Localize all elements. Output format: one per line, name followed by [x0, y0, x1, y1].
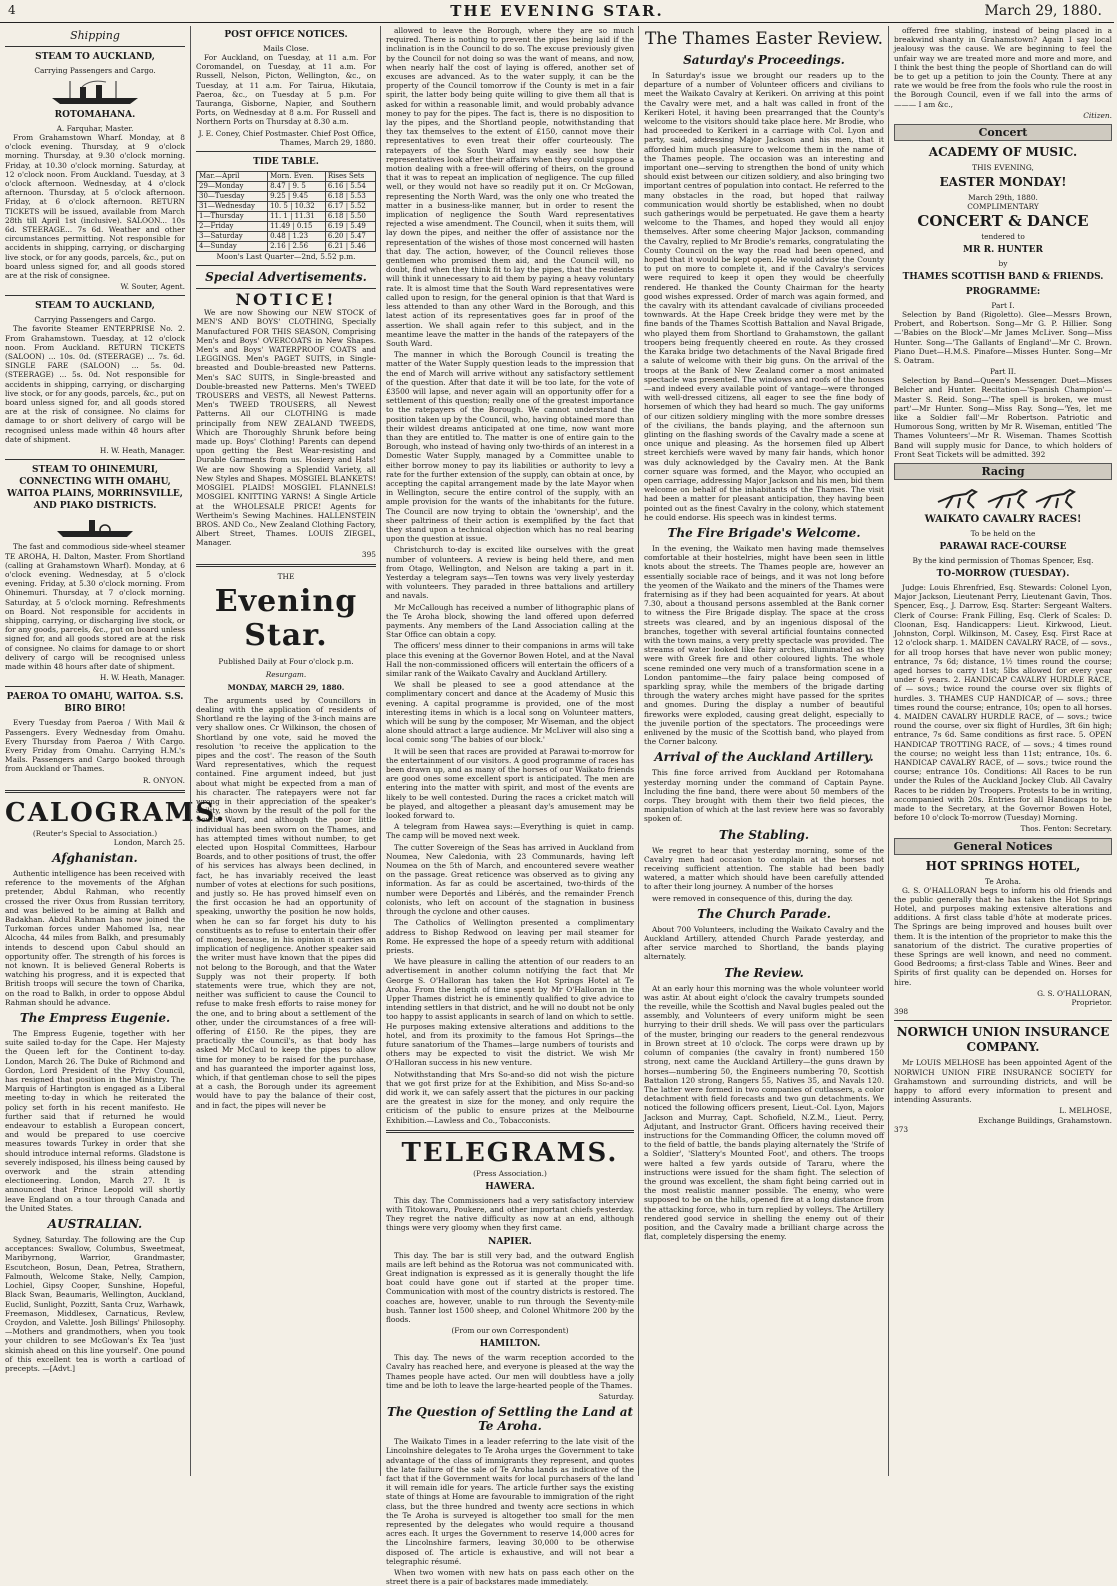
racecourse-name: PARAWAI RACE-COURSE [939, 542, 1067, 553]
church-parade-heading: The Church Parade. [697, 906, 831, 921]
complimentary: COMPLIMENTARY [967, 202, 1039, 212]
tide-cell: 30—Tuesday [197, 192, 268, 202]
races-title: WAIKATO CAVALRY RACES! [924, 514, 1082, 526]
this-evening: THIS EVENING, [972, 163, 1034, 173]
australian-body: Sydney, Saturday. The following are the Cup acceptances: Swallow, Columbus, Sweetmeat, Maribyrnong, Warrior, Grandmaster, Escutcheon, Bosun, Dean, Petrea, Strathern, Falmouth, Welcome Stake, Nelly, Campion, Lochiel, Gipsy Cooper, Sunshine, Hopeful, Black Swan, Beaumaris, Wellington, Auckland, Euclid, Sunlight, Pozzitt, Santa Cruz, Warhawk, Freemason, Middlesex, Carnaticus, Revlew, Croydon, and Valette. Josh Billings' Philosophy.—Mothers and grandmothers, when you took your children to see McGowan's Ex Tea 'just skimish ahead on this line yourself'. One pound of this excellent tea is worth a cartload of precepts. —[Advt.] [5, 1235, 185, 1373]
tide-cell: 4—Sunday [197, 242, 268, 252]
calograms-dateline: London, March 25. [113, 837, 185, 847]
review-body: At an early hour this morning was the whole volunteer world was astir. At about eight o'clock the cavalry trumpets sounded the reveille, while the Scottish and Naval bugles pealed out the assembly, and Volunteers of every uniform might be seen hurrying to their drill sheds. We will pass over the particulars of the muster, bringing our readers to the general rendezvous in Brown street at 10 o'clock. The corps were drawn up by column of companies (the cavalry in front) numbered 150 strong, next came the Auckland Artillery—the guns drawn by horses—numbering 50, the Engineers numbering 70, Scottish Battalion 120 strong, Rangers 55, Natives 35, and Navals 120. The latter were formed in two companies of cutlassers, a color detachment with field forecasts and two gun detachments. We noticed the following officers present, Lieut.-Col. Lyon, Majors Jackson and Murray, Capt. Schofield, N.Z.M., Lieut. Perry, Adjutant, and Instructor Grant. Officers having received their instructions for the Commanding Officer, the column moved off to the field of battle, the bands playing alternately the 'Strife of a Soldier', 'Slattery's Mounted Foot', and others. The troops were halted a few yards outside of Tararu, where the instructions were issued for the sham fight. The selection of the ground was excellent, the sham fight being carried out in the most realistic manner possible. The enemy, who were supposed to be on the hills, opened fire at a long distance from the attacking force, who in turn replied by volleys. The Artillery rendered good service in shelling the enemy out of their position, and the Cavalry made a brilliant charge across the flat, completely dispersing the enemy. [644, 983, 884, 1242]
motto: Resurgam. [265, 669, 307, 679]
paddle-steamer-icon [55, 516, 135, 538]
telegrams-title: TELEGRAMS. [401, 1137, 619, 1168]
racing-section-band: Racing [894, 463, 1112, 480]
moon-note: Moon's Last Quarter—2nd, 5.52 p.m. [216, 252, 356, 262]
ship1-heading: STEAM TO AUCKLAND, [35, 52, 155, 62]
hunter-name: MR R. HUNTER [963, 245, 1043, 256]
local-p9: The cutter Sovereign of the Seas has arrived in Auckland from Noumea, New Caledonia, with 23 Communards, having left Noumea on the 5th of March, and encountered severe weather on the passage. Great reticence was observed as to giving any information. As far as could be ascertained, two-thirds of the number were Deportés and Libérés, and the remainder French colonists, who left on account of the stagnation in business through the cyclone and other causes. [386, 842, 634, 917]
ship1-name: ROTOMAHANA. [54, 110, 136, 120]
tide-cell: 6.17 | 5.52 [325, 202, 375, 212]
tide-cell: 6.20 | 5.47 [325, 232, 375, 242]
local-p4: Mr McCallough has received a number of lithographic plans of the Te Aroha block, showing the land offered upon deferred payments. Any members of the Land Association calling at the Star Office can obtain a copy. [386, 602, 634, 640]
tide-cell: 2.16 | 2.56 [268, 242, 326, 252]
empress-heading: The Empress Eugenie. [19, 1011, 171, 1026]
column-2 [190, 26, 381, 1476]
notice-heading: NOTICE! [235, 290, 337, 310]
ship4-agent: R. ONYON. [142, 775, 185, 785]
stabling-heading: The Stabling. [718, 827, 810, 842]
tide-cell: 3—Saturday [197, 232, 268, 242]
table-row [197, 212, 376, 222]
own-correspondent: (From our own Correspondent) [451, 1326, 569, 1336]
band-name: THAMES SCOTTISH BAND & FRIENDS. [902, 272, 1104, 283]
tide-col-header: Morn. Even. [268, 172, 326, 182]
tide-cell: 6.18 | 5.50 [325, 212, 375, 222]
tide-cell: 2—Friday [197, 222, 268, 232]
ship2-agent: H. W. Heath, Manager. [99, 446, 185, 456]
academy-heading: ACADEMY OF MUSIC. [928, 145, 1078, 160]
tide-col-header: Rises Sets [325, 172, 375, 182]
local-p10: The Catholics of Wellington presented a complimentary address to Bishop Redwood on leaving per mail steamer for Rome. He expressed the hope of a speedy return with additional priests. [386, 918, 634, 955]
tide-cell: 11. 1 | 11.31 [268, 212, 326, 222]
races-body: Judge: Louis Ehrenfried, Esq. Stewards: Colonel Lyon, Major Jackson, Lieutenant Perry, Lieutenant Gavin, Thos. Spencer, Esq., J. Darrow, Esq. Starter: Sergeant Walters. Clerk of Course: Frank Filling, Esq. Clerk of Scales: D. Cloonan, Esq. Handicappers: Lieut. Kirkwood, Lieut. Johnston, Corpl. Wilkinson, M. Casey, Esq. First Race at 12 o'clock sharp. 1. MAIDEN CAVALRY RACE, of — sovs., for all troop horses that have never won public money; entrance, 7s 6d; distance, 1½ times round the course; aged horses to carry 11st; 5lbs allowed for every year under 6 years. 2. HANDICAP CAVALRY HURDLE RACE, of — sovs.; twice round the course over six flights of hurdles. 3. THAMES CUP HANDICAP, of — sovs.; three times round the course; entrance, 10s; open to all horses. 4. MAIDEN CAVALRY HURDLE RACE, of — sovs.; twice round the course, over six flight of Hurdles, 3ft 6in high; entrance, 7s 6d. Same conditions as first race. 5. OPEN HANDICAP TROTTING RACE, of — sovs.; 4 times round the course; no weight less than 11st; entrance, 10s. 6. HANDICAP CAVALRY RACE, of — sovs.; twice round the course; entrance 10s. Conditions: All Races to be run under the Rules of the Auckland Jockey Club. All Cavalry Races to be ridden by Troopers. Protests to be in writing, accompanied with 20s. Entries for all Handicaps to be made to the Secretary, at the Governor Bowen Hotel, before 10 o'clock To-morrow (Tuesday) Morning. [894, 583, 1112, 823]
paper-nameplate: Evening Star. [214, 583, 358, 653]
table-row [197, 242, 376, 252]
ship3-body: The fast and commodious side-wheel steamer TE AROHA, H. Dalton, Master. From Shortland (calling at Grahamstown Wharf). Monday, at 6 o'clock evening. Wednesday, at 5 o'clock evening. Friday, at 5.30 o'clock morning. From Ohinemuri. Thursday, at 7 o'clock morning. Saturday, at 5 o'clock morning. Refreshments on Board. Not responsible for accidents in shipping, carrying, or discharging live stock, or for any goods, parcels, &c., put on board unless signed for, and all goods stored are at the risk of consignee. No claims for damage to or short delivery of cargo will be recognised unless made within 48 hours after date of shipment. [5, 542, 185, 671]
norwich-heading: NORWICH UNION INSURANCE COMPANY. [896, 1025, 1110, 1055]
te-aroha-body: The Waikato Times in a leader referring to the late visit of the Lincolnshire delegates to Te Aroha urges the Government to take advantage of the class of immigrants they represent, and quotes the late failure of the sale of Te Aroha lands as indicative of the fact that if the Government waits for local purchasers of the land it will remain idle for years. The article further says the existing state of things at Home are favourable to immigration of the right class, but the three hundred and twenty acre sections in which the Te Aroha is surveyed is altogether too small for the men represented by the delegates who would require a thousand acres each. It urges the Government to reserve 14,000 acres for the Lincolnshire farmers, leaving 30,000 to be otherwise disposed of. The article is exhaustive, and will not bear a telegraphic résumé. [386, 1437, 634, 1566]
steamship-icon [50, 79, 140, 105]
programme-part-one: Selection by Band (Rigoletto). Glee—Messrs Brown, Probert, and Robertson. Song—Mr G. P. Hillier. Song—'Babies on the Block'—Mr James McLiver. Song—Miss Hunter. Song—'The Gallants of England'—Mr C. Brown. Piano Duet—H.M.S. Pinafore—Misses Hunter. Song—Mr S. Oatram. [894, 310, 1112, 366]
calograms-title: CALOGRAMS. [5, 797, 227, 828]
australian-heading: AUSTRALIAN. [47, 1217, 143, 1232]
races-permission: By the kind permission of Thomas Spencer, Esq. [912, 556, 1094, 566]
general-notices-band: General Notices [894, 838, 1112, 855]
norwich-body: Mr LOUIS MELHOSE has been appointed Agent of the NORWICH UNION FIRE INSURANCE SOCIETY for Grahamstown and surrounding districts, and will be happy to afford every information to present and intending Assurants. [894, 1058, 1112, 1105]
local-p7: It will be seen that races are provided at Parawai to-morrow for the entertainment of our visitors. A good programme of races has been drawn up, and as many of the horses of our Waikato friends are good ones some excellent sport is anticipated. The men are entering into the matter with spirit, and most of the events are likely to be well contested. During the races a cricket match will be played, and altogether a pleasant day's amusement may be looked forward to. [386, 746, 634, 821]
table-row [197, 192, 376, 202]
races-held-on: To be held on the [970, 529, 1036, 539]
post-office-signature: J. E. Coney, Chief Postmaster. Chief Post Office, Thames, March 29, 1880. [198, 128, 376, 147]
easter-monday: EASTER MONDAY! [939, 175, 1067, 190]
hot-springs-heading: HOT SPRINGS HOTEL, [925, 858, 1081, 873]
table-row [197, 202, 376, 212]
ship1-subheading: Carrying Passengers and Cargo. [34, 66, 156, 75]
publication-note: Published Daily at Four o'clock p.m. [218, 656, 354, 666]
saturday-body: In Saturday's issue we brought our readers up to the departure of a number of Volunteer officers and civilians to meet the Waikato Cavalry at Kerikeri. On arriving at this point the Cavalry were met, and a halt was called in front of the Kerikeri Hotel, it having been prearranged that the County's welcome to the visitors should take place here. Mr Brodie, who had proceeded to Kerikeri in a carriage with Col. Lyon and party, said, addressing Major Jackson and his men, that it afforded him much pleasure to welcome them in the name of the Thames people. The occasion was an interesting and important one—serving to strengthen the bond of unity which should exist between our citizen soldiery, and also bringing two important centres of population into contact. He referred to the many obstacles in the road, but hoped that railway communication would shortly be established, when no doubt such gatherings would be perpetuated. He gave them a hearty welcome to the Thames, and hoped they would all enjoy themselves. After some cheering Major Jackson, commanding the Cavalry, replied to Mr Brodie's remarks, congratulating the County Council on the way the road had been opened, and hoped that it would be kept open. He would advise the County to put on more to complete it, and if the Cavalry's services were required to keep it open they would be cheerfully rendered. He thanked the County Chairman for the hearty good wishes expressed. Order of march was again formed, and the cavalry with its attendant cavalcade of civilians proceeded townwards. At the Hape Creek bridge they were met by the fine bands of the Thames Scottish Battalion and Naval Brigade, who played them from Shortland to Grahamstown, the gallant troopers being frequently cheered en route. As they crossed the Karaka bridge two detachments of the Naval Brigade fired a salute of welcome with their big guns. On the arrival of the troops at the Bank of New Zealand corner a most animated spectacle was presented. The windows and roofs of the houses—and indeed every available point of vantage—were thronged with well-dressed citizens, all eager to see the fine body of horsemen of which they had heard so much. The gay uniforms of our citizen soldiery mingling with the more sombre dresses of the civilians, the bands playing, and the afternoon sun glinting on the flashing swords of the Cavalry made a scene at once unique and pleasing. As the horsemen filed up Albert street kerchiefs were waved by many fair hands, which honor was duly acknowledged by the Cavalry men. At the Bank corner square was formed, and the Mayor, who occupied an open carriage, addressing Major Jackson and his men, bid them welcome on behalf of the inhabitants of the Thames. The visit had been a matter for pleasant anticipation, they having been pointed out as the finest Cavalry in the colony, which statement he could endorse. His speech was in kindest terms. [644, 71, 884, 522]
hot-springs-signature: G. S. O'HALLORAN, [1037, 988, 1112, 998]
tide-cell: 10. 5 | 10.32 [268, 202, 326, 212]
review-title: The Thames Easter Review. [644, 29, 884, 49]
ship4-heading: PAEROA TO OMAHU, WAITOA. S.S. BIRO BIRO! [6, 692, 184, 715]
races-secretary: Thos. Fenton: Secretary. [1020, 824, 1112, 834]
tide-cell: 1—Thursday [197, 212, 268, 222]
stabling-body-cont: were removed in consequence of this, during the day. [652, 893, 853, 903]
local-p6: We shall be pleased to see a good attendance at the complimentary concert and dance at the Academy of Music this evening. A capital programme is provided, one of the most interesting items in which is a local song on Volunteer matters, which will be sung by the composer, Mr Wiseman, and the object alone should attract a large audience. Mr McLiver will also sing a local comic song 'The babies of our block.' [386, 680, 634, 745]
hot-springs-proprietor: Proprietor. [1071, 998, 1112, 1007]
concert-date: March 29th, 1880. [968, 193, 1038, 203]
fire-brigade-heading: The Fire Brigade's Welcome. [667, 525, 861, 540]
afghanistan-heading: Afghanistan. [52, 850, 138, 865]
local-p12: Notwithstanding that Mrs So-and-so did not wish the picture that we got first prize for at the Exhibition, and Miss So-and-so did work it, we can safely assert that the pictures in our packing are the greatest in size for the money, and only require the criticism of the public to ensure prizes at the Melbourne Exhibition.—Lawless and Co., Tobacconists. [386, 1069, 634, 1125]
ship2-heading: STEAM TO AUCKLAND, [35, 301, 155, 312]
programme-part-two: Selection by Band—Queen's Messenger. Duet—Misses Belcher and Hunter. Recitation—'Spanish Champion'—Master S. Reid. Song—'The spell is broken, we must part'—Mr Hunter. Song—Miss Ray. Song—'Yes, let me like a Soldier fall'—Mr Robertson. Patriotic and Humorous Song, written by Mr R. Wiseman, entitled 'The Thames Volunteers'—Mr R. Wiseman. Thames Scottish Band will supply music for Dance, to which holders of Front Seat Tickets will be admitted. 392 [894, 376, 1112, 459]
review-heading: The Review. [724, 965, 804, 980]
saturday-heading: Saturday's Proceedings. [683, 53, 845, 67]
the-label: THE [277, 571, 295, 581]
tendered-to: tendered to [981, 232, 1025, 242]
closing-note: When two women with new hats on pass each other on the street there is a pair of backstares made immediately. [386, 1568, 634, 1586]
hamilton-heading: HAMILTON. [479, 1339, 541, 1350]
column-4 [638, 26, 889, 1476]
tide-table-heading: TIDE TABLE. [253, 157, 319, 168]
saturday-dateline: Saturday. [598, 1392, 634, 1402]
table-row [197, 222, 376, 232]
hot-springs-location: Te Aroha. [985, 876, 1021, 886]
letter-body: offered free stabling, instead of being placed in a breakwind shanty in Grahamstown? Again I say local jealousy was the cause. We are beginning to feel the unfair way we are treated more and more and more, and I think the best thing the people of Shortland can do will be to get up a petition to join the County. There at any rate we would be free from the fools who rule the roost in the Borough Council, even if we fall into the arms of ——— I am &c., [894, 26, 1112, 109]
napier-heading: NAPIER. [488, 1236, 532, 1247]
norwich-address: Exchange Buildings, Grahamstown. [978, 1115, 1112, 1125]
fire-brigade-body: In the evening, the Waikato men having made themselves comfortable at their hostelries, might have been seen in little knots about the streets. The Thames people are, however an essentially sociable race of beings, and it was not long before the yeomen of the Waikato and the miners of the Thames were fraternising as if they had been acquainted for years. At about 7.30, about a thousand persons assembled at the Bank corner to witness the Fire Brigade display. The space at the cross streets was cleared, and by an ingenious disposal of the branches, together with several artificial fountains connected with the town mains, a very pretty spectacle was provided. The streams of water looked like fairy arches, illuminated as they were with Greek fire and other coloured lights. The whole scene reminded one very much of a transformation scene in a London pantomime—the fairy palace being composed of sparkling spray, while the members of the brigade darting through the watery arches might have passed for the sprites and gnomes. During the display a number of beautiful fireworks were exploded, causing great delight, especially to the juvenile portion of the spectators. The proceedings were enlivened by the music of the Scottish band, who played from the Corner balcony. [644, 543, 884, 747]
ship3-agent: H. W. Heath, Manager. [99, 673, 185, 683]
concert-section-band: Concert [894, 124, 1112, 141]
tide-cell: 8.47 | 9. 5 [268, 182, 326, 192]
letter-signature: Citizen. [1083, 110, 1112, 120]
local-p5: The officers' mess dinner to their companions in arms will take place this evening at the Governor Bowen Hotel, and at the Naval Hall the non-commissioned officers will entertain the officers of a similar rank of the Waikato Cavalry and Auckland Artillery. [386, 641, 634, 679]
shipping-heading: Shipping [70, 29, 120, 42]
issue-date: March 29, 1880. [984, 3, 1102, 19]
tide-cell: 6.21 | 5.46 [325, 242, 375, 252]
tide-cell: 29—Monday [197, 182, 268, 192]
local-p11: We have pleasure in calling the attention of our readers to an advertisement in another column notifying the fact that Mr George S. O'Halloran has taken the Hot Springs Hotel at Te Aroha. From the length of time spent by Mr O'Halloran in the Upper Thames district he is eminently qualified to give advice to intending settlers in that district, and he will no doubt not be only too happy to assist applicants in search of land on which to settle. He purposes making extensive alterations and additions to the hotel, and from its proximity to the famous Hot Springs—the future sanatorium of the Thames—large numbers of tourists and others may be expected to visit the district. We wish Mr O'Halloran success in his new venture. [386, 957, 634, 1068]
page-number: 4 [8, 3, 16, 17]
hamilton-body: This day. The news of the warm reception accorded to the Cavalry has reached here, and everyone is pleased at the way the Thames people have acted. Our men will doubtless have a jolly time and be loth to leave the large-hearted people of the Thames. [386, 1353, 634, 1390]
programme-heading: PROGRAMME: [965, 287, 1041, 298]
tide-table [196, 171, 376, 252]
church-parade-body: About 700 Volunteers, including the Waikato Cavalry and the Auckland Artillery, attended Church Parade yesterday, and after service marched to Shortland, the bands playing alternately. [644, 924, 884, 962]
calograms-subtitle: (Reuter's Special to Association.) [32, 828, 158, 838]
ship1-body: From Grahamstown Wharf. Monday, at 8 o'clock evening. Thursday, at 9 o'clock morning. Thursday, at 9.30 o'clock morning. Friday, at 10.30 o'clock morning. Saturday, at 12 o'clock noon. From Auckland. Tuesday, at 3 o'clock afternoon. Wednesday, at 4 o'clock afternoon. Thursday, at 5 o'clock afternoon. Friday, at 6 o'clock afternoon. RETURN TICKETS will be issued, available from March 28th till April 1st (inclusive). SALOON... 10s 6d. STEERAGE... 7s 6d. Weather and other circumstances permitting. Not responsible for accidents in shipping, carrying, or discharging live stock, or for any goods, parcels, &c., put on board unless signed for, and all goods stored are at the risk of consignee. [5, 133, 185, 281]
stabling-body: We regret to hear that yesterday morning, some of the Cavalry men had occasion to complain at the horses not receiving sufficient attention. The stable had been badly watered, a matter which should have been carefully attended to after their long journey. A number of the horses [644, 845, 884, 892]
tide-cell: 6.18 | 5.53 [325, 192, 375, 202]
tide-cell: 11.49 | 0.15 [268, 222, 326, 232]
empress-body: The Empress Eugenie, together with her suite sailed to-day for the Cape. Her Majesty the Queen left for the Continent to-day. London, March 26. The Duke of Richmond and Gordon, Lord President of the Privy Council, has resigned that position in the Ministry. The Marquis of Hartington is engaged as a Liberal meeting to-day in which he reiterated the policy set forth in his recent manifesto. He further said that if returned he would endeavour to establish a European concert, and would be prepared to use coercive measures towards Turkey in order that she should introduce internal reforms. Gladstone is severely indisposed, his illness being caused by overwork and the strain attending electioneering. London, March 27. It is announced that Prince Leopold will shortly leave England on a tour through Canada and the United States. [5, 1029, 185, 1213]
part-one: Part I. [991, 301, 1015, 311]
norwich-signature: L. MELHOSE, [1059, 1106, 1112, 1116]
table-row [197, 232, 376, 242]
afghanistan-body: Authentic intelligence has been received with reference to the movements of the Afghan pretender, Abdul Rahman, who recently crossed the river Oxus from Russian territory, and was believed to be aiming at Balkh and Badakhan. Abdul Rahman has now joined the Turkoman forces under Mahomed Isa, near Alcocha, 44 miles from Balkh, and presumably intends to descend upon Cabul should an opportunity offer. The strength of his forces is not known. It is believed General Roberts is watching his progress, and it is expected that British troops will secure the town of Charika, on the road to Balkh, in order to oppose Abdul Rahman should he advance. [5, 868, 185, 1007]
ship2-subheading: Carrying Passengers and Cargo. [34, 315, 156, 325]
tide-cell: 31—Wednesday [197, 202, 268, 212]
ad-number-398: 398 [894, 1007, 909, 1017]
ad-number-373: 373 [894, 1124, 909, 1134]
notice-body: We are now Showing our NEW STOCK of MEN'S AND BOYS' CLOTHING, Specially Manufactured FOR THIS SEASON, Comprising Men's and Boys' OVERCOATS in New Shapes. Men's and Boys' WATERPROOF COATS and LEGGINGS. Men's PAGET SUITS, in Single-breasted and Double-breasted new Patterns. Men's SAC SUITS, in Single-breasted and Double-breasted new Patterns. Men's TWEED TROUSERS and VESTS, all Newest Patterns. Men's TWEED TROUSERS, all Newest Patterns. All our CLOTHING is made principally from NEW ZEALAND TWEEDS, Which are Thoroughly Shrunk before being made up. Boys' Clothing! Parents can depend upon getting the Best Wear-resisting and Durable Garments from us. Hosiery and Hats! We are now Showing a Splendid Variety, all New Styles and Shapes. MOSGIEL BLANKETS! MOSGIEL PLAIDS! MOSGIEL FLANNELS! MOSGIEL KNITTING YARNS! A Single Article at the WHOLESALE PRICE! Agents for Wertheim's Sewing Machines. HALLENSTEIN BROS. AND Co., New Zealand Clothing Factory, Albert Street, Thames. LOUIS ZIEGEL, Manager. [196, 308, 376, 548]
ship2-body: The favorite Steamer ENTERPRISE No. 2. From Grahamstown. Tuesday, at 12 o'clock noon. From Auckland. RETURN TICKETS (SALOON) ... 10s. 0d. (STEERAGE) ... 7s. 6d. SINGLE FARE (SALOON) ... 5s. 0d. (STEERAGE) ... 5s. 0d. Not responsible for accidents in shipping, carrying, or discharging live stock, or for any goods, parcels, &c., put on board unless signed for, and all goods stored are at the risk of consignee. No claims for damage to or short delivery of cargo will be recognised unless made within 48 hours after date of shipment. [5, 324, 185, 444]
special-ads-heading: Special Advertisements. [205, 270, 367, 285]
tide-cell: 0.48 | 1.23 [268, 232, 326, 242]
races-date: TO-MORROW (TUESDAY). [936, 569, 1070, 580]
tide-col-header: Mar.—April [197, 172, 268, 182]
tide-cell: 6.16 | 5.54 [325, 182, 375, 192]
by-label: by [998, 259, 1008, 269]
table-row [197, 182, 376, 192]
ship1-agent: W. Souter, Agent. [120, 282, 185, 292]
local-p3: Christchurch to-day is excited like ourselves with the great number of volunteers. A review is being held there, and men from Otago, Wellington, and Nelson are taking a part in it. Yesterday a telegram says—Ten towns was very lively yesterday with volunteers. They paraded in three battalions and artillery and navals. [386, 545, 634, 601]
racehorses-icon [928, 484, 1078, 510]
masthead [0, 0, 1114, 23]
leader-body: The arguments used by Councillors in dealing with the application of residents of Shortland re the laying of the 3-inch mains are very shallow ones. Cr Wilkinson, the chosen of Shortland by one vote, said he moved the resolution 'to receive the application to the pipes and the cost'. The reason of the South Ward representatives, which the request contained. Fine argument indeed, but just about what might be expected from a man of his character. The ratepayers were not far wrong in their appreciation of the speaker's ability, shown by the result of the poll for the South Ward, and although the poor little individual has been sworn on the Thames, and has attempted times without number, to get elected upon Hospital Committees, Harbour Boards, and to other positions of trust, the offer of his services has always been declined, in fact, he has invariably received the least number of votes at elections for such positions, and justly so. He has proved himself even on the first occasion he had an opportunity of speaking, unworthy the position he now holds, when he can so far forget his duty to his constituents as to refuse to entertain their offer of money, because, in his opinion it carries an implication of negligence. Another speaker said the writer must have known that the pipes did not belong to the Borough, and that the Water Supply was not their property. If both statements were true, which they are not, neither was sufficient to cause the Council to refuse to make fresh efforts to raise money for the one, and to bring about a settlement of the other, under the circumstances of a free will-offering of £150. Re the pipes, they are practically the Council's, as that body has asked Mr McCaul to keep the pipes to allow time for money to be raised for the purchase, and has guaranteed the importer against loss, which, if that gentleman chose to sell the pipes at a cash, the Borough under its agreement would have to pay the balance of their cost, and in fact, the pipes will never be [196, 695, 376, 1110]
hot-springs-body: G. S. O'HALLORAN begs to inform his old friends and the public generally that he has taken the Hot Springs Hotel, and purposes making extensive alterations and additions. A first class table d'hôte at moderate prices. The Springs are being improved and houses built over them. It is the intention of the proprietor to make this the sanatorium of the district. The curative properties of these Springs are well known, and need no comment. Good Bedrooms; a first-class Table and Wines. Beer and Spirits of first quality can be depended on. Horses for hire. [894, 885, 1112, 987]
local-p2: The manner in which the Borough Council is treating the matter of the Water Supply question leads to the impression that the end of March will arrive without any satisfactory settlement of the question. After that date it will be too late, for the vote of £3500 will lapse, and never again will an opportunity offer for a settlement of this question; really one of the greatest importance to the ratepayers of the Borough. We cannot understand the position taken up by the Council, who, having obtained more than their wildest dreams anticipated at one time, now want more than they are entitled to. The matter is one of entire gain to the Borough, who instead of having only two-thirds of an interest in a Domestic Water Supply, managed by a Committee unable to either borrow money to pay its liabilities or authority to levy a rate for the further extension of the supply, can obtain at once, by accepting the capital arrangement made by the late Mayor when in Wellington, secure the entire control of the supply, with an ample provision for the wants of the inhabitants for the future. The Council are now trying to obtain the 'ownership', and the sheer paltriness of their action is exemplified by the fact that they stand upon a technical objection which has no real bearing upon the question at issue. [386, 350, 634, 544]
post-office-heading: POST OFFICE NOTICES. [224, 30, 348, 40]
ship4-body: Every Tuesday from Paeroa / With Mail & Passengers. Every Wednesday from Omahu. Every Thursday from Paeroa / With Cargo. Every Friday from Omahu. Carrying H.M.'s Mails. Passengers and Cargo booked through from Auckland or Thames. [5, 718, 185, 774]
ship3-heading: STEAM TO OHINEMURI, CONNECTING WITH OMAHU, WAITOA PLAINS, MORRINSVILLE, AND PIAKO DISTRICTS. [7, 465, 183, 512]
ad-number: 395 [361, 549, 376, 559]
tide-cell: 6.19 | 5.49 [325, 222, 375, 232]
te-aroha-heading: The Question of Settling the Land at Te Aroha. [386, 1405, 634, 1434]
part-two: Part II. [989, 367, 1017, 377]
artillery-heading: Arrival of the Auckland Artillery. [654, 750, 874, 765]
telegrams-subtitle: (Press Association.) [473, 1168, 547, 1178]
hawera-body: This day. The Commissioners had a very satisfactory interview with Titokowaru, Poukere, and other important chiefs yesterday. They regret the native difficulty as now at an end, although things were very gloomy when they first came. [386, 1195, 634, 1233]
column-3 [380, 26, 639, 1586]
local-p8: A telegram from Hawea says:—Everything is quiet in camp. The camp will be moved next week. [386, 822, 634, 841]
post-office-body: For Auckland, on Tuesday, at 11 a.m. For Coromandel, on Tuesday, at 11 a.m. For Russell, Nelson, Picton, Wellington, &c., on Tuesday, at 11 a.m. For Tairua, Hikutaia, Paeroa, &c., on Tuesday at 5 p.m. For Tauranga, Gisborne, Napier, and Southern Ports, on Wednesday at 8 a.m. For Russell and Northern Ports on Thursday at 8.30 a.m. [196, 53, 376, 127]
local-p1: allowed to leave the Borough, where they are so much required. There is nothing to prevent the pipes being laid if the inclination is in the Council to do so. The excuse previously given by the Council for not doing so was the want of means, and now, when nearly half the cost of laying is offered, another set of excuses are advanced. As to the water supply, it can be the property of the Council tomorrow if the County is met in a fair spirit, the latter body being quite willing to give them all that is asked for within a reasonable limit, and would probably advance money to pay for the pipes. The fact is, there is no disposition to lay the pipes, and the Shortland people, notwithstanding that they tax themselves to the extent of £150, cannot move their representatives to even treat their offer courteously. The ratepayers of the South Ward may easily see how their representatives look after their affairs when they could suppose a motion dealing with a free-will offering of theirs, on the ground that it was to repeat an implication of negligence. The cup filled well, or they would not have so readily put it on. Cr McGowan, representing the North Ward, was the only one who treated the matter in a business-like manner, but in order to resent the implication of negligence the South Ward representatives rejected a wise amendment. The Council, when it suits them, will lay down the pipes, and neither the offer of assistance nor the representation of the wishes of those most concerned will hasten that day. The action, however, of the Council relieves those gentlemen who promised them aid, and the Council will, no doubt, find when they think fit to lay the pipes, that the residents will think it unnecessary to aid them by paying a heavy voluntary rate. It is almost time that the South Ward representatives were called upon to resign, for the general opinion is that that Ward is less attended to than any other Ward in the Borough, and this latest action of its representatives goes far in proof of the assertion. We shall again refer to this subject, and in the meantime leave the matter in the hands of the ratepayers of the South Ward. [386, 26, 634, 348]
ship1-master: A. Farquhar, Master. [56, 124, 134, 133]
mails-close-heading: Mails Close. [263, 44, 309, 53]
newspaper-title: THE EVENING STAR. [450, 2, 664, 20]
concert-dance-title: CONCERT & DANCE [917, 212, 1089, 231]
hawera-heading: HAWERA. [485, 1181, 535, 1192]
leader-date: MONDAY, MARCH 29, 1880. [227, 682, 345, 692]
tide-cell: 9.25 | 9.45 [268, 192, 326, 202]
column-5 [888, 26, 1117, 1476]
artillery-body: This fine force arrived from Auckland per Rotomahana yesterday morning under the command of Captain Payne. Including the fine band, there were about 50 members of the corps. They brought with them their two field pieces, the manipulation of which at the last review here was so favorably spoken of. [644, 768, 884, 824]
napier-body: This day. The bar is still very bad, and the outward English mails are left behind as the Rotorua was not communicated with. Great indignation is expressed as it is generally thought the life boat could have gone out if started at the proper time. Communication with most of the country districts is restored. The coaches are, however, unable to run through the Seventy-mile bush. Tanner lost 1500 sheep, and Colonel Whitmore 200 by the floods. [386, 1250, 634, 1324]
